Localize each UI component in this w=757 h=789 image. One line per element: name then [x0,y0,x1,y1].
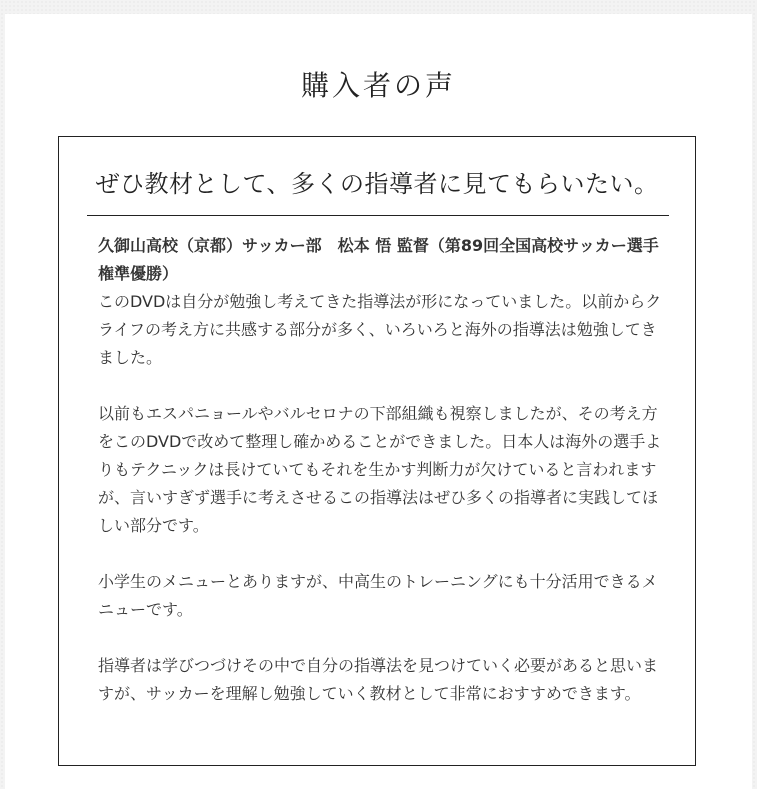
section-title: 購入者の声 [300,69,456,102]
testimonial-paragraph: 以前もエスパニョールやバルセロナの下部組織も視察しましたが、その考え方をこのDVDで改めて整理し確かめることができました。日本人は海外の選手よりもテクニックは長けていてもそれを生かす判断力が欠けていると言われますが、言いすぎず選手に考えさせるこの指導法はぜひ多くの指導者に実践してほしい部分です。 [98,404,662,535]
testimonial-paragraph: 小学生のメニューとありますが、中高生のトレーニングにも十分活用できるメニューです。 [98,572,658,619]
testimonial-paragraph: 指導者は学びつづけその中で自分の指導法を見つけていく必要があると思いますが、サッカーを理解し勉強していく教材として非常におすすめできます。 [98,656,659,703]
testimonial-body [98,288,668,708]
testimonial-paragraph: このDVDは自分が勉強し考えてきた指導法が形になっていました。以前からクライフの考え方に共感する部分が多く、いろいろと海外の指導法は勉強してきました。 [98,292,662,367]
testimonial-box [58,136,696,766]
testimonial-author: 久御山高校（京都）サッカー部 松本 悟 監督（第89回全国高校サッカー選手権準優勝） [98,236,659,283]
testimonial-headline: ぜひ教材として、多くの指導者に見てもらいたい。 [95,170,659,198]
headline-divider [87,215,669,216]
